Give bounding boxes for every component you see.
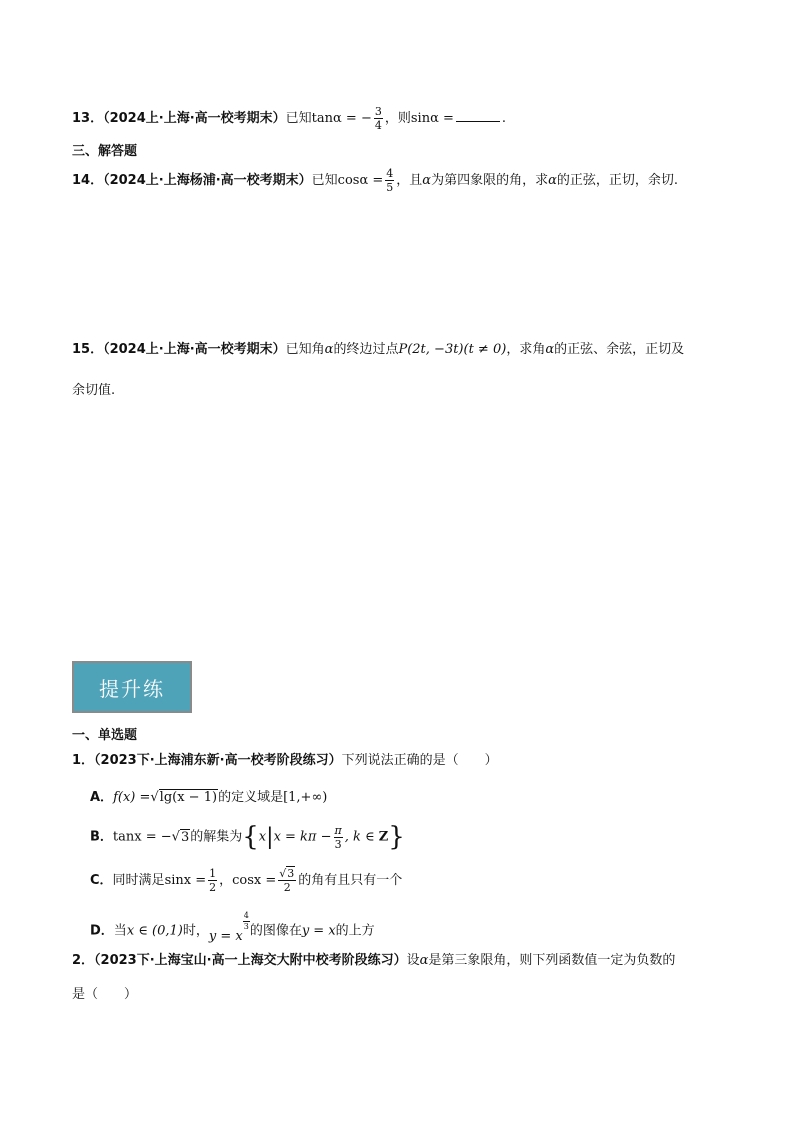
q1-stem: 下列说法正确的是（ ） <box>341 753 498 768</box>
q14-source: （2024上·上海杨浦·高一校考期末） <box>103 173 312 188</box>
alpha-symbol: α <box>422 173 432 188</box>
option-b-set: {x|x = kπ − $\frac{\pi}{3}$ , k ∈ Z} <box>242 822 405 852</box>
option-d-label: D． <box>90 923 114 939</box>
option-c[interactable] <box>90 868 402 893</box>
section-heading-single-choice: 一、单选题 <box>72 728 138 743</box>
question-14 <box>72 168 678 193</box>
q14-number: 14． <box>72 173 104 188</box>
sqrt-symbol: √ <box>279 867 287 880</box>
q15-text-3: ，求角 <box>506 342 546 357</box>
q13-source: （2024上·上海·高一校考期末） <box>103 111 286 126</box>
option-d-text-2: 时， <box>182 923 209 939</box>
alpha-symbol: α <box>324 342 334 357</box>
q15-text-4: 的正弦、余弦，正切及 <box>554 342 685 357</box>
q2-number: 2． <box>72 953 95 968</box>
q13-end: . <box>501 111 507 126</box>
option-c-text-2: 的角有且只有一个 <box>298 873 403 888</box>
option-a-radicand: lg(x − 1) <box>159 790 218 805</box>
option-d-line: y = x <box>301 923 336 939</box>
q14-text-2: ，且 <box>396 173 423 188</box>
option-b-label: B． <box>90 829 113 845</box>
q14-fraction: $\frac{4}{5}$ <box>386 167 394 194</box>
q13-expr-2: sinα = <box>410 111 454 126</box>
option-a-domain: [1,+∞) <box>283 790 328 805</box>
option-c-separator: ， <box>219 873 233 888</box>
option-a-func: f(x) = <box>113 790 151 805</box>
option-d-func: y = x <box>208 929 243 945</box>
section-banner: 提升练 <box>72 661 192 713</box>
sqrt-symbol: √ <box>171 829 180 845</box>
question-2 <box>72 951 675 971</box>
option-b[interactable] <box>90 822 405 852</box>
q14-text-3: 为第四象限的角，求 <box>431 173 549 188</box>
one-half: $\frac{1}{2}$ <box>209 867 217 894</box>
q15-source: （2024上·上海·高一校考期末） <box>103 342 286 357</box>
option-d-text-1: 当 <box>113 923 127 939</box>
option-b-text: 的解集为 <box>190 829 243 845</box>
q13-text-1: 已知 <box>285 111 312 126</box>
q2-source: （2023下·上海宝山·高一上海交大附中校考阶段练习） <box>94 953 407 968</box>
answer-blank[interactable] <box>456 109 500 122</box>
exponent-four-thirds: $\frac{4}{3}$ <box>243 911 249 931</box>
option-a[interactable] <box>90 786 327 805</box>
option-d[interactable] <box>90 911 375 945</box>
option-a-label: A． <box>90 790 114 805</box>
q13-number: 13． <box>72 111 104 126</box>
pi-over-three: $\frac{\pi}{3}$ <box>334 823 342 851</box>
option-c-cos: cosx = <box>232 873 277 888</box>
alpha-symbol: α <box>545 342 555 357</box>
option-a-text: 的定义域是 <box>218 790 284 805</box>
q1-source: （2023下·上海浦东新·高一校考阶段练习） <box>94 753 342 768</box>
q13-text-2: ，则 <box>384 111 411 126</box>
option-b-radicand: 3 <box>180 829 190 845</box>
question-15 <box>72 340 684 360</box>
q2-text-1: 设 <box>406 953 420 968</box>
q15-line-2: 余切值. <box>72 383 116 398</box>
q13-expr: tanα = − <box>311 111 372 126</box>
option-c-sin: sinx = <box>164 873 207 888</box>
q2-text-2: 是第三象限角，则下列函数值一定为负数的 <box>428 953 676 968</box>
option-c-text-1: 同时满足 <box>112 873 165 888</box>
option-c-label: C． <box>90 873 113 888</box>
q13-fraction: $\frac{3}{4}$ <box>374 105 382 132</box>
q2-line-2: 是（ ） <box>72 987 138 1002</box>
sqrt3-over-2: $\frac{√3}{2}$ <box>279 867 295 894</box>
option-d-text-3: 的图像在 <box>249 923 302 939</box>
question-13 <box>72 106 506 131</box>
q15-text-2: 的终边过点 <box>333 342 399 357</box>
q15-point: P(2t, −3t)(t ≠ 0) <box>398 342 507 357</box>
section-heading-answers: 三、解答题 <box>72 144 138 159</box>
option-b-eq: tanx = − <box>112 829 172 845</box>
q1-number: 1． <box>72 753 95 768</box>
alpha-symbol: α <box>419 953 429 968</box>
question-1 <box>72 749 498 768</box>
q15-text-1: 已知角 <box>285 342 325 357</box>
q14-expr: cosα = <box>337 173 384 188</box>
q14-text-1: 已知 <box>311 173 338 188</box>
alpha-symbol: α <box>548 173 557 188</box>
sqrt-symbol: √ <box>150 790 159 805</box>
option-d-cond: x ∈ (0,1) <box>126 923 183 939</box>
q14-text-4: 的正弦，正切，余切. <box>556 173 678 188</box>
q15-number: 15． <box>72 342 104 357</box>
option-d-text-4: 的上方 <box>335 923 375 939</box>
